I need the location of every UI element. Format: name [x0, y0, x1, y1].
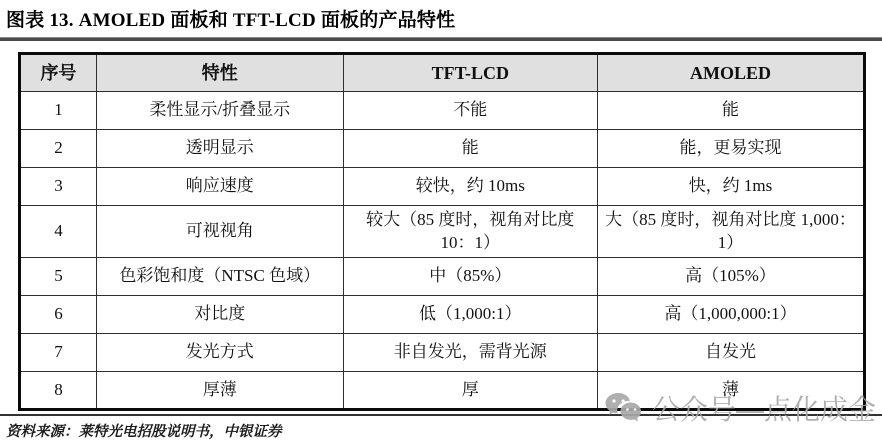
cell-tft: 较快，约 10ms: [343, 168, 597, 206]
table-row: [20, 334, 865, 372]
table-row: [20, 168, 865, 206]
cell-no: 8: [20, 372, 97, 410]
table-row: [20, 372, 865, 410]
cell-amoled: 自发光: [597, 334, 864, 372]
header-feature: 特性: [96, 54, 343, 92]
cell-amoled: 高（1,000,000:1）: [597, 296, 864, 334]
table-row: [20, 296, 865, 334]
cell-tft: 能: [343, 130, 597, 168]
table-row: [20, 206, 865, 258]
cell-amoled: 高（105%）: [597, 258, 864, 296]
footer-divider: [0, 414, 882, 416]
cell-no: 2: [20, 130, 97, 168]
cell-amoled: 快，约 1ms: [597, 168, 864, 206]
cell-no: 6: [20, 296, 97, 334]
cell-amoled: 能，更易实现: [597, 130, 864, 168]
cell-tft: 不能: [343, 92, 597, 130]
cell-tft: 低（1,000:1）: [343, 296, 597, 334]
watermark-text: 公众号—点化成金: [651, 394, 876, 425]
spec-table-container: [18, 52, 866, 411]
header-tft: TFT-LCD: [343, 54, 597, 92]
cell-feature: 对比度: [96, 296, 343, 334]
cell-feature: 发光方式: [96, 334, 343, 372]
header-amoled: AMOLED: [597, 54, 864, 92]
cell-feature: 响应速度: [96, 168, 343, 206]
cell-feature: 色彩饱和度（NTSC 色域）: [96, 258, 343, 296]
table-header-row: [20, 54, 865, 92]
spec-table: [18, 52, 866, 411]
cell-feature: 透明显示: [96, 130, 343, 168]
cell-feature: 可视视角: [96, 206, 343, 258]
cell-no: 3: [20, 168, 97, 206]
cell-no: 1: [20, 92, 97, 130]
cell-no: 4: [20, 206, 97, 258]
header-no: 序号: [20, 54, 97, 92]
cell-amoled: 薄: [597, 372, 864, 410]
page-title: 图表 13. AMOLED 面板和 TFT-LCD 面板的产品特性: [6, 10, 456, 31]
cell-no: 5: [20, 258, 97, 296]
source-note: 资料来源：莱特光电招股说明书，中银证券: [6, 424, 282, 440]
title-divider: [0, 37, 882, 41]
cell-tft: 较大（85 度时，视角对比度 10：1）: [343, 206, 597, 258]
table-row: [20, 130, 865, 168]
cell-no: 7: [20, 334, 97, 372]
cell-amoled: 能: [597, 92, 864, 130]
cell-tft: 非自发光，需背光源: [343, 334, 597, 372]
cell-amoled: 大（85 度时，视角对比度 1,000：1）: [597, 206, 864, 258]
cell-tft: 厚: [343, 372, 597, 410]
cell-feature: 柔性显示/折叠显示: [96, 92, 343, 130]
table-row: [20, 92, 865, 130]
table-row: [20, 258, 865, 296]
cell-tft: 中（85%）: [343, 258, 597, 296]
cell-feature: 厚薄: [96, 372, 343, 410]
